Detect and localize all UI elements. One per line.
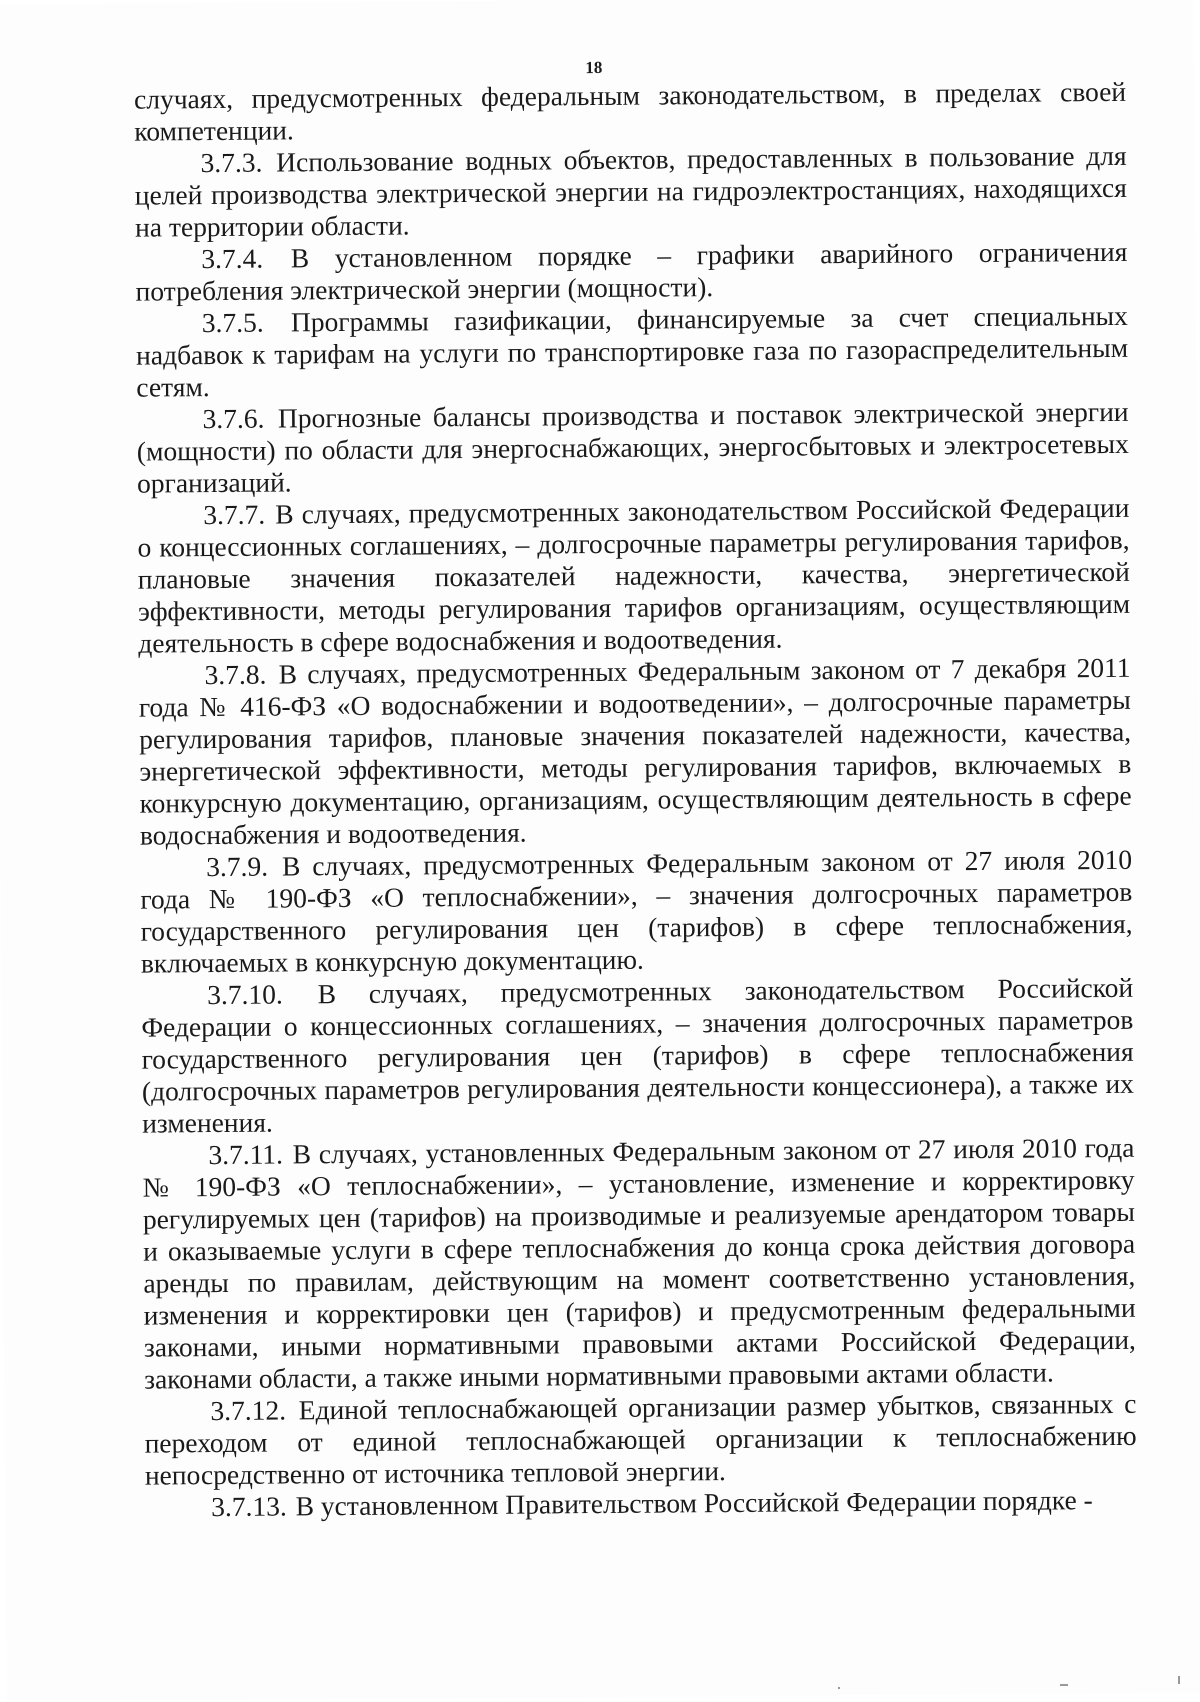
paragraph-number: 3.7.3.: [200, 146, 263, 179]
paragraph-text: Единой теплоснабжающей организации размер убытков, связанных с переходом от единой теплоснабжающей организации к теплоснабжению непосредственно от источника тепловой энергии.: [144, 1387, 1137, 1491]
paragraph-3-7-7: [137, 492, 1130, 660]
paragraph-text: Использование водных объектов, предоставленных в пользование для целей производства электрической энергии на гидроэлектростанциях, находящихся на территории области.: [134, 139, 1127, 243]
paragraph-text: В случаях, установленных Федеральным законом от 27 июля 2010 года № 190-ФЗ «О теплоснабжении», – установление, изменение и корректировку регулируемых цен (тарифов) на производимые и реализуемые арендатором товары и оказываемые услуги в сфере теплоснабжения до конца срока действия договора аренды по правилам, действующим на момент соответственно установления, изменения и корректировки цен (тарифов) и предусмотренным федеральными законами, иными нормативными правовыми актами Российской Федерации, законами области, а также иными нормативными правовыми актами области.: [142, 1131, 1136, 1395]
paragraph-3-7-12: [144, 1388, 1137, 1492]
paragraph-number: 3.7.6.: [202, 402, 265, 435]
paragraph-number: 3.7.9.: [205, 850, 269, 883]
paragraph-text: случаях, предусмотренных федеральным законодательством, в пределах своей компетенции.: [133, 75, 1127, 147]
paragraph-number: 3.7.10.: [207, 978, 283, 1011]
scan-artifact-mark: [1178, 1676, 1180, 1684]
paragraph-3-7-4: [135, 236, 1127, 308]
paragraph-number: 3.7.11.: [208, 1138, 284, 1171]
paragraph-3-7-3: [134, 140, 1127, 244]
paragraph-text: В установленном Правительством Российской Федерации порядке -: [295, 1484, 1093, 1522]
scan-artifact-mark: [1060, 1684, 1068, 1686]
document-body: [134, 76, 1137, 1524]
paragraph-3-7-8: [138, 652, 1131, 852]
paragraph-3-7-10: [141, 972, 1134, 1140]
paragraph-number: 3.7.4.: [201, 242, 264, 275]
paragraph-text: Программы газификации, финансируемые за счет специальных надбавок к тарифам на услуги по транспортировке газа по газораспределительным сетям.: [135, 299, 1129, 403]
paragraph-text: В случаях, предусмотренных Федеральным законом от 7 декабря 2011 года № 416-ФЗ «О водоснабжении и водоотведении», – долгосрочные параметры регулирования тарифов, плановые значения показателей надежности, качества, энергетической эффективности, методы регулирования тарифов, включаемых в конкурсную документацию, организациям, осуществляющим деятельность в сфере водоснабжения и водоотведения.: [138, 651, 1132, 851]
paragraph-number: 3.7.13.: [211, 1490, 287, 1523]
paragraph-text: Прогнозные балансы производства и поставок электрической энергии (мощности) по области для энергоснабжающих, энергосбытовых и электросетевых организаций.: [136, 395, 1129, 499]
paragraph-number: 3.7.8.: [204, 658, 267, 691]
paragraph-text: В случаях, предусмотренных законодательством Российской Федерации о концессионных соглашениях, – значения долгосрочных параметров государственного регулирования цен (тарифов) в сфере теплоснабжения (долгосрочных параметров регулирования деятельности концессионера), а также их изменения.: [141, 971, 1134, 1139]
paragraph-3-7-13: [145, 1484, 1137, 1524]
paragraph-3-7-6: [136, 396, 1129, 500]
paragraph-3-7-5: [136, 300, 1129, 404]
paragraph-number: 3.7.12.: [210, 1394, 287, 1427]
paragraph-continuation: [134, 76, 1126, 148]
paragraph-text: В случаях, предусмотренных Федеральным законом от 27 июля 2010 года № 190-ФЗ «О теплоснабжении», – значения долгосрочных параметров государственного регулирования цен (тарифов) в сфере теплоснабжения, включаемых в конкурсную документацию.: [140, 843, 1133, 979]
scan-artifact-mark: [838, 1687, 840, 1689]
paragraph-number: 3.7.5.: [201, 306, 264, 339]
paragraph-text: В случаях, предусмотренных законодательством Российской Федерации о концессионных соглашениях, – долгосрочные параметры регулирования тарифов, плановые значения показателей надежности, качества, энергетической эффективности, методы регулирования тарифов организациям, осуществляющим деятельность в сфере водоснабжения и водоотведения.: [137, 491, 1131, 659]
paragraph-text: В установленном порядке – графики аварийного ограничения потребления электрической энергии (мощности).: [135, 235, 1128, 307]
paragraph-3-7-9: [140, 844, 1133, 980]
paragraph-3-7-11: [142, 1132, 1136, 1396]
page-number: 18: [585, 57, 603, 78]
paragraph-number: 3.7.7.: [203, 498, 266, 531]
